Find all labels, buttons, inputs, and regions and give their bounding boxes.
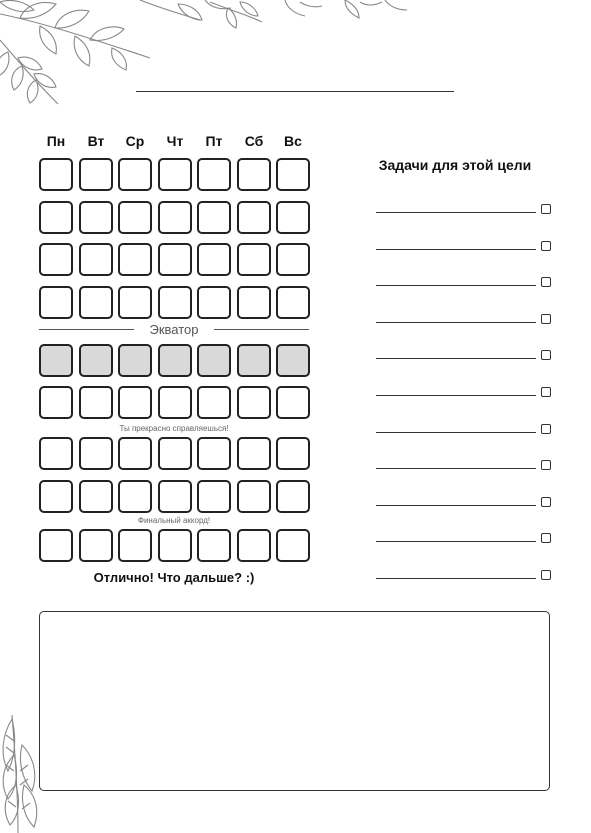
- habit-checkbox[interactable]: [118, 243, 152, 276]
- habit-checkbox[interactable]: [158, 158, 192, 191]
- habit-checkbox[interactable]: [276, 344, 310, 377]
- habit-checkbox[interactable]: [79, 201, 113, 234]
- habit-checkbox[interactable]: [237, 437, 271, 470]
- habit-checkbox[interactable]: [237, 158, 271, 191]
- habit-checkbox[interactable]: [197, 480, 231, 513]
- habit-checkbox[interactable]: [276, 158, 310, 191]
- habit-checkbox[interactable]: [118, 437, 152, 470]
- habit-checkbox[interactable]: [158, 480, 192, 513]
- habit-checkbox[interactable]: [118, 286, 152, 319]
- equator-divider-right: [214, 329, 309, 330]
- task-checkbox[interactable]: [541, 314, 551, 324]
- habit-checkbox[interactable]: [237, 480, 271, 513]
- habit-checkbox[interactable]: [79, 529, 113, 562]
- task-line[interactable]: [376, 541, 536, 542]
- habit-checkbox[interactable]: [276, 286, 310, 319]
- task-line[interactable]: [376, 285, 536, 286]
- habit-checkbox[interactable]: [39, 201, 73, 234]
- habit-checkbox[interactable]: [118, 201, 152, 234]
- habit-checkbox[interactable]: [158, 386, 192, 419]
- habit-checkbox[interactable]: [39, 529, 73, 562]
- habit-checkbox[interactable]: [197, 437, 231, 470]
- task-checkbox[interactable]: [541, 570, 551, 580]
- habit-checkbox[interactable]: [158, 437, 192, 470]
- habit-checkbox[interactable]: [79, 158, 113, 191]
- day-header: Вт: [87, 133, 105, 149]
- habit-checkbox[interactable]: [237, 344, 271, 377]
- encouragement-note: Ты прекрасно справляешься!: [119, 424, 229, 433]
- habit-checkbox[interactable]: [237, 529, 271, 562]
- habit-checkbox[interactable]: [39, 286, 73, 319]
- habit-checkbox[interactable]: [197, 344, 231, 377]
- equator-divider-left: [39, 329, 134, 330]
- habit-checkbox[interactable]: [79, 437, 113, 470]
- habit-checkbox[interactable]: [118, 386, 152, 419]
- day-header: Чт: [166, 133, 184, 149]
- habit-checkbox[interactable]: [237, 201, 271, 234]
- habit-checkbox[interactable]: [276, 243, 310, 276]
- habit-checkbox[interactable]: [39, 158, 73, 191]
- task-line[interactable]: [376, 249, 536, 250]
- final-note: Финальный аккорд!: [137, 516, 211, 525]
- habit-checkbox[interactable]: [79, 344, 113, 377]
- habit-checkbox[interactable]: [79, 243, 113, 276]
- habit-checkbox[interactable]: [158, 201, 192, 234]
- habit-checkbox[interactable]: [237, 243, 271, 276]
- habit-checkbox[interactable]: [197, 158, 231, 191]
- task-checkbox[interactable]: [541, 424, 551, 434]
- habit-checkbox[interactable]: [197, 201, 231, 234]
- task-checkbox[interactable]: [541, 277, 551, 287]
- habit-checkbox[interactable]: [158, 243, 192, 276]
- habit-checkbox[interactable]: [237, 286, 271, 319]
- habit-checkbox[interactable]: [276, 437, 310, 470]
- task-line[interactable]: [376, 212, 536, 213]
- finish-text: Отлично! Что дальше? :): [93, 570, 255, 585]
- task-checkbox[interactable]: [541, 533, 551, 543]
- task-line[interactable]: [376, 322, 536, 323]
- goal-title-line[interactable]: [136, 91, 454, 92]
- task-line[interactable]: [376, 578, 536, 579]
- day-header: Сб: [244, 133, 264, 149]
- task-checkbox[interactable]: [541, 204, 551, 214]
- habit-checkbox[interactable]: [197, 286, 231, 319]
- habit-checkbox[interactable]: [276, 201, 310, 234]
- habit-checkbox[interactable]: [39, 480, 73, 513]
- leaf-decoration-top: [0, 0, 420, 115]
- task-line[interactable]: [376, 468, 536, 469]
- habit-checkbox[interactable]: [39, 386, 73, 419]
- habit-checkbox[interactable]: [79, 286, 113, 319]
- habit-checkbox[interactable]: [39, 344, 73, 377]
- habit-checkbox[interactable]: [118, 158, 152, 191]
- task-line[interactable]: [376, 358, 536, 359]
- day-header: Ср: [125, 133, 145, 149]
- task-line[interactable]: [376, 432, 536, 433]
- habit-checkbox[interactable]: [118, 529, 152, 562]
- habit-checkbox[interactable]: [79, 480, 113, 513]
- habit-checkbox[interactable]: [39, 437, 73, 470]
- task-checkbox[interactable]: [541, 350, 551, 360]
- habit-checkbox[interactable]: [79, 386, 113, 419]
- equator-label: Экватор: [149, 322, 199, 337]
- day-header: Вс: [284, 133, 302, 149]
- task-checkbox[interactable]: [541, 241, 551, 251]
- habit-checkbox[interactable]: [118, 344, 152, 377]
- habit-checkbox[interactable]: [276, 386, 310, 419]
- notes-box[interactable]: [39, 611, 550, 791]
- day-header: Пн: [46, 133, 66, 149]
- habit-checkbox[interactable]: [158, 529, 192, 562]
- habit-checkbox[interactable]: [237, 386, 271, 419]
- task-line[interactable]: [376, 505, 536, 506]
- habit-checkbox[interactable]: [276, 480, 310, 513]
- day-header: Пт: [205, 133, 223, 149]
- habit-checkbox[interactable]: [276, 529, 310, 562]
- habit-checkbox[interactable]: [118, 480, 152, 513]
- tasks-title: Задачи для этой цели: [378, 157, 532, 173]
- task-line[interactable]: [376, 395, 536, 396]
- habit-checkbox[interactable]: [197, 529, 231, 562]
- task-checkbox[interactable]: [541, 460, 551, 470]
- habit-checkbox[interactable]: [39, 243, 73, 276]
- task-checkbox[interactable]: [541, 497, 551, 507]
- task-checkbox[interactable]: [541, 387, 551, 397]
- habit-checkbox[interactable]: [197, 386, 231, 419]
- habit-checkbox[interactable]: [197, 243, 231, 276]
- habit-checkbox[interactable]: [158, 286, 192, 319]
- habit-checkbox[interactable]: [158, 344, 192, 377]
